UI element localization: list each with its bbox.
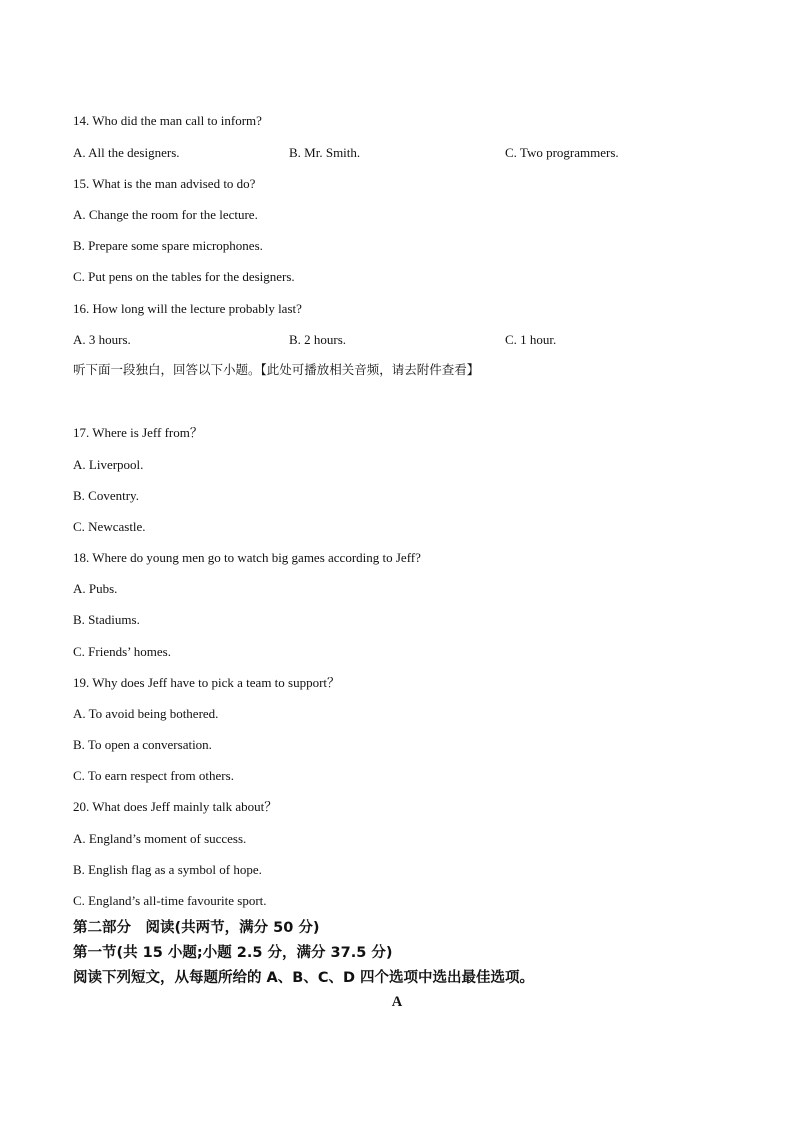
q20-option-a: A. England’s moment of success. <box>73 831 247 846</box>
q19-option-a: A. To avoid being bothered. <box>73 706 219 721</box>
q20-option-b: B. English flag as a symbol of hope. <box>73 862 262 877</box>
question-19: 19. Why does Jeff have to pick a team to support？ <box>73 675 341 690</box>
q16-option-c: C. 1 hour. <box>505 332 557 347</box>
q16-option-a: A. 3 hours. <box>73 332 131 347</box>
question-17: 17. Where is Jeff from？ <box>73 425 203 440</box>
q20-option-c: C. England’s all-time favourite sport. <box>73 893 267 908</box>
passage-label: A <box>391 994 403 1010</box>
audio-instruction: 听下面一段独白，回答以下小题。【此处可播放相关音频，请去附件查看】 <box>73 362 480 377</box>
q14-option-c: C. Two programmers. <box>505 145 619 160</box>
question-20: 20. What does Jeff mainly talk about？ <box>73 799 278 814</box>
q15-option-a: A. Change the room for the lecture. <box>73 207 258 222</box>
q15-option-c: C. Put pens on the tables for the designers. <box>73 269 295 284</box>
q19-option-b: B. To open a conversation. <box>73 737 212 752</box>
q19-option-c: C. To earn respect from others. <box>73 768 234 783</box>
q17-option-c: C. Newcastle. <box>73 519 146 534</box>
reading-instruction: 阅读下列短文，从每题所给的 A、B、C、D 四个选项中选出最佳选项。 <box>73 970 535 986</box>
q14-option-a: A. All the designers. <box>73 145 180 160</box>
q17-option-b: B. Coventry. <box>73 488 139 503</box>
question-18: 18. Where do young men go to watch big games according to Jeff? <box>73 550 421 565</box>
part-two-heading: 第二部分 阅读(共两节，满分 50 分) <box>73 920 320 936</box>
q18-option-c: C. Friends’ homes. <box>73 644 171 659</box>
section-one-heading: 第一节(共 15 小题;小题 2.5 分，满分 37.5 分) <box>73 945 393 961</box>
question-15: 15. What is the man advised to do? <box>73 176 256 191</box>
q16-option-b: B. 2 hours. <box>289 332 347 347</box>
q14-option-b: B. Mr. Smith. <box>289 145 361 160</box>
q18-option-b: B. Stadiums. <box>73 612 140 627</box>
question-14: 14. Who did the man call to inform? <box>73 113 262 128</box>
q17-option-a: A. Liverpool. <box>73 457 144 472</box>
q18-option-a: A. Pubs. <box>73 581 118 596</box>
question-16: 16. How long will the lecture probably last? <box>73 301 302 316</box>
q15-option-b: B. Prepare some spare microphones. <box>73 238 263 253</box>
